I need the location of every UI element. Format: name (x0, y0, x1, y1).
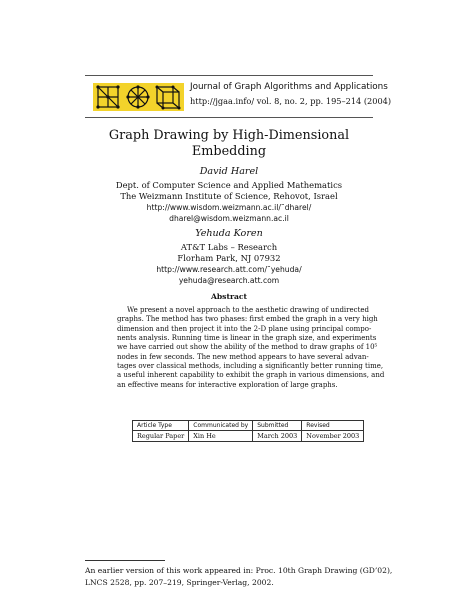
table-header-communicated-by: Communicated by (189, 421, 253, 431)
abstract-line: an effective means for interactive exploration of large graphs. (117, 380, 338, 389)
author-2-url[interactable]: http://www.research.att.com/˜yehuda/ (156, 265, 302, 274)
table-header-revised: Revised (302, 421, 364, 431)
table-header-submitted: Submitted (253, 421, 302, 431)
abstract-line: dimension and then project it into the 2-D plane using principal compo- (117, 324, 372, 333)
paper-title-line-2: Embedding (191, 144, 267, 159)
table-row (133, 431, 364, 442)
abstract-line: we have carried out show the ability of the method to draw graphs of 10⁵ (117, 343, 378, 352)
footnote-line-1: An earlier version of this work appeared in: Proc. 10th Graph Drawing (GD’02), (85, 566, 393, 575)
author-1-url[interactable]: http://www.wisdom.weizmann.ac.il/˜dharel/ (146, 203, 312, 212)
table-header-row (133, 421, 364, 431)
abstract-line: a useful inherent capability to exhibit the graph in various dimensions, and (117, 371, 385, 380)
journal-name: Journal of Graph Algorithms and Applications (190, 82, 388, 92)
table-cell-submitted: March 2003 (253, 431, 302, 442)
footnote-rule (85, 560, 165, 561)
author-2-affiliation-1: AT&T Labs – Research (180, 242, 278, 252)
table-cell-article-type: Regular Paper (133, 431, 189, 442)
abstract-line: graphs. The method has two phases: first embed the graph in a very high (117, 315, 378, 324)
author-2-email[interactable]: yehuda@research.att.com (178, 276, 280, 285)
author-1-affiliation-1: Dept. of Computer Science and Applied Mathematics (115, 180, 343, 190)
top-rule (85, 75, 373, 76)
abstract-body (117, 306, 385, 390)
author-1-affiliation-2: The Weizmann Institute of Science, Rehovot, Israel (120, 191, 338, 201)
jgaa-logo (93, 83, 184, 111)
abstract-line: nodes in few seconds. The new method appears to have several advan- (117, 352, 369, 361)
journal-info[interactable]: http://jgaa.info/ vol. 8, no. 2, pp. 195–214 (2004) (190, 96, 392, 106)
paper-title-line-1: Graph Drawing by High-Dimensional (108, 128, 350, 143)
author-2-affiliation-2: Florham Park, NJ 07932 (177, 253, 281, 263)
abstract-line: tages over classical methods, including a significantly better running time, (117, 362, 384, 371)
author-1-name: David Harel (199, 166, 259, 177)
footnote-line-2: LNCS 2528, pp. 207–219, Springer-Verlag, 2002. (85, 578, 274, 587)
author-1-email[interactable]: dharel@wisdom.weizmann.ac.il (169, 214, 289, 223)
abstract-heading: Abstract (210, 292, 248, 301)
abstract-line: nents analysis. Running time is linear in the graph size, and experiments (117, 334, 377, 343)
header-bottom-rule (85, 117, 373, 118)
author-2-name: Yehuda Koren (195, 228, 263, 239)
abstract-line: We present a novel approach to the aesthetic drawing of undirected (127, 306, 370, 314)
table-cell-revised: November 2003 (302, 431, 364, 442)
table-header-article-type: Article Type (133, 421, 189, 431)
table-cell-communicated-by: Xin He (189, 431, 253, 442)
article-metadata-table (132, 420, 364, 442)
